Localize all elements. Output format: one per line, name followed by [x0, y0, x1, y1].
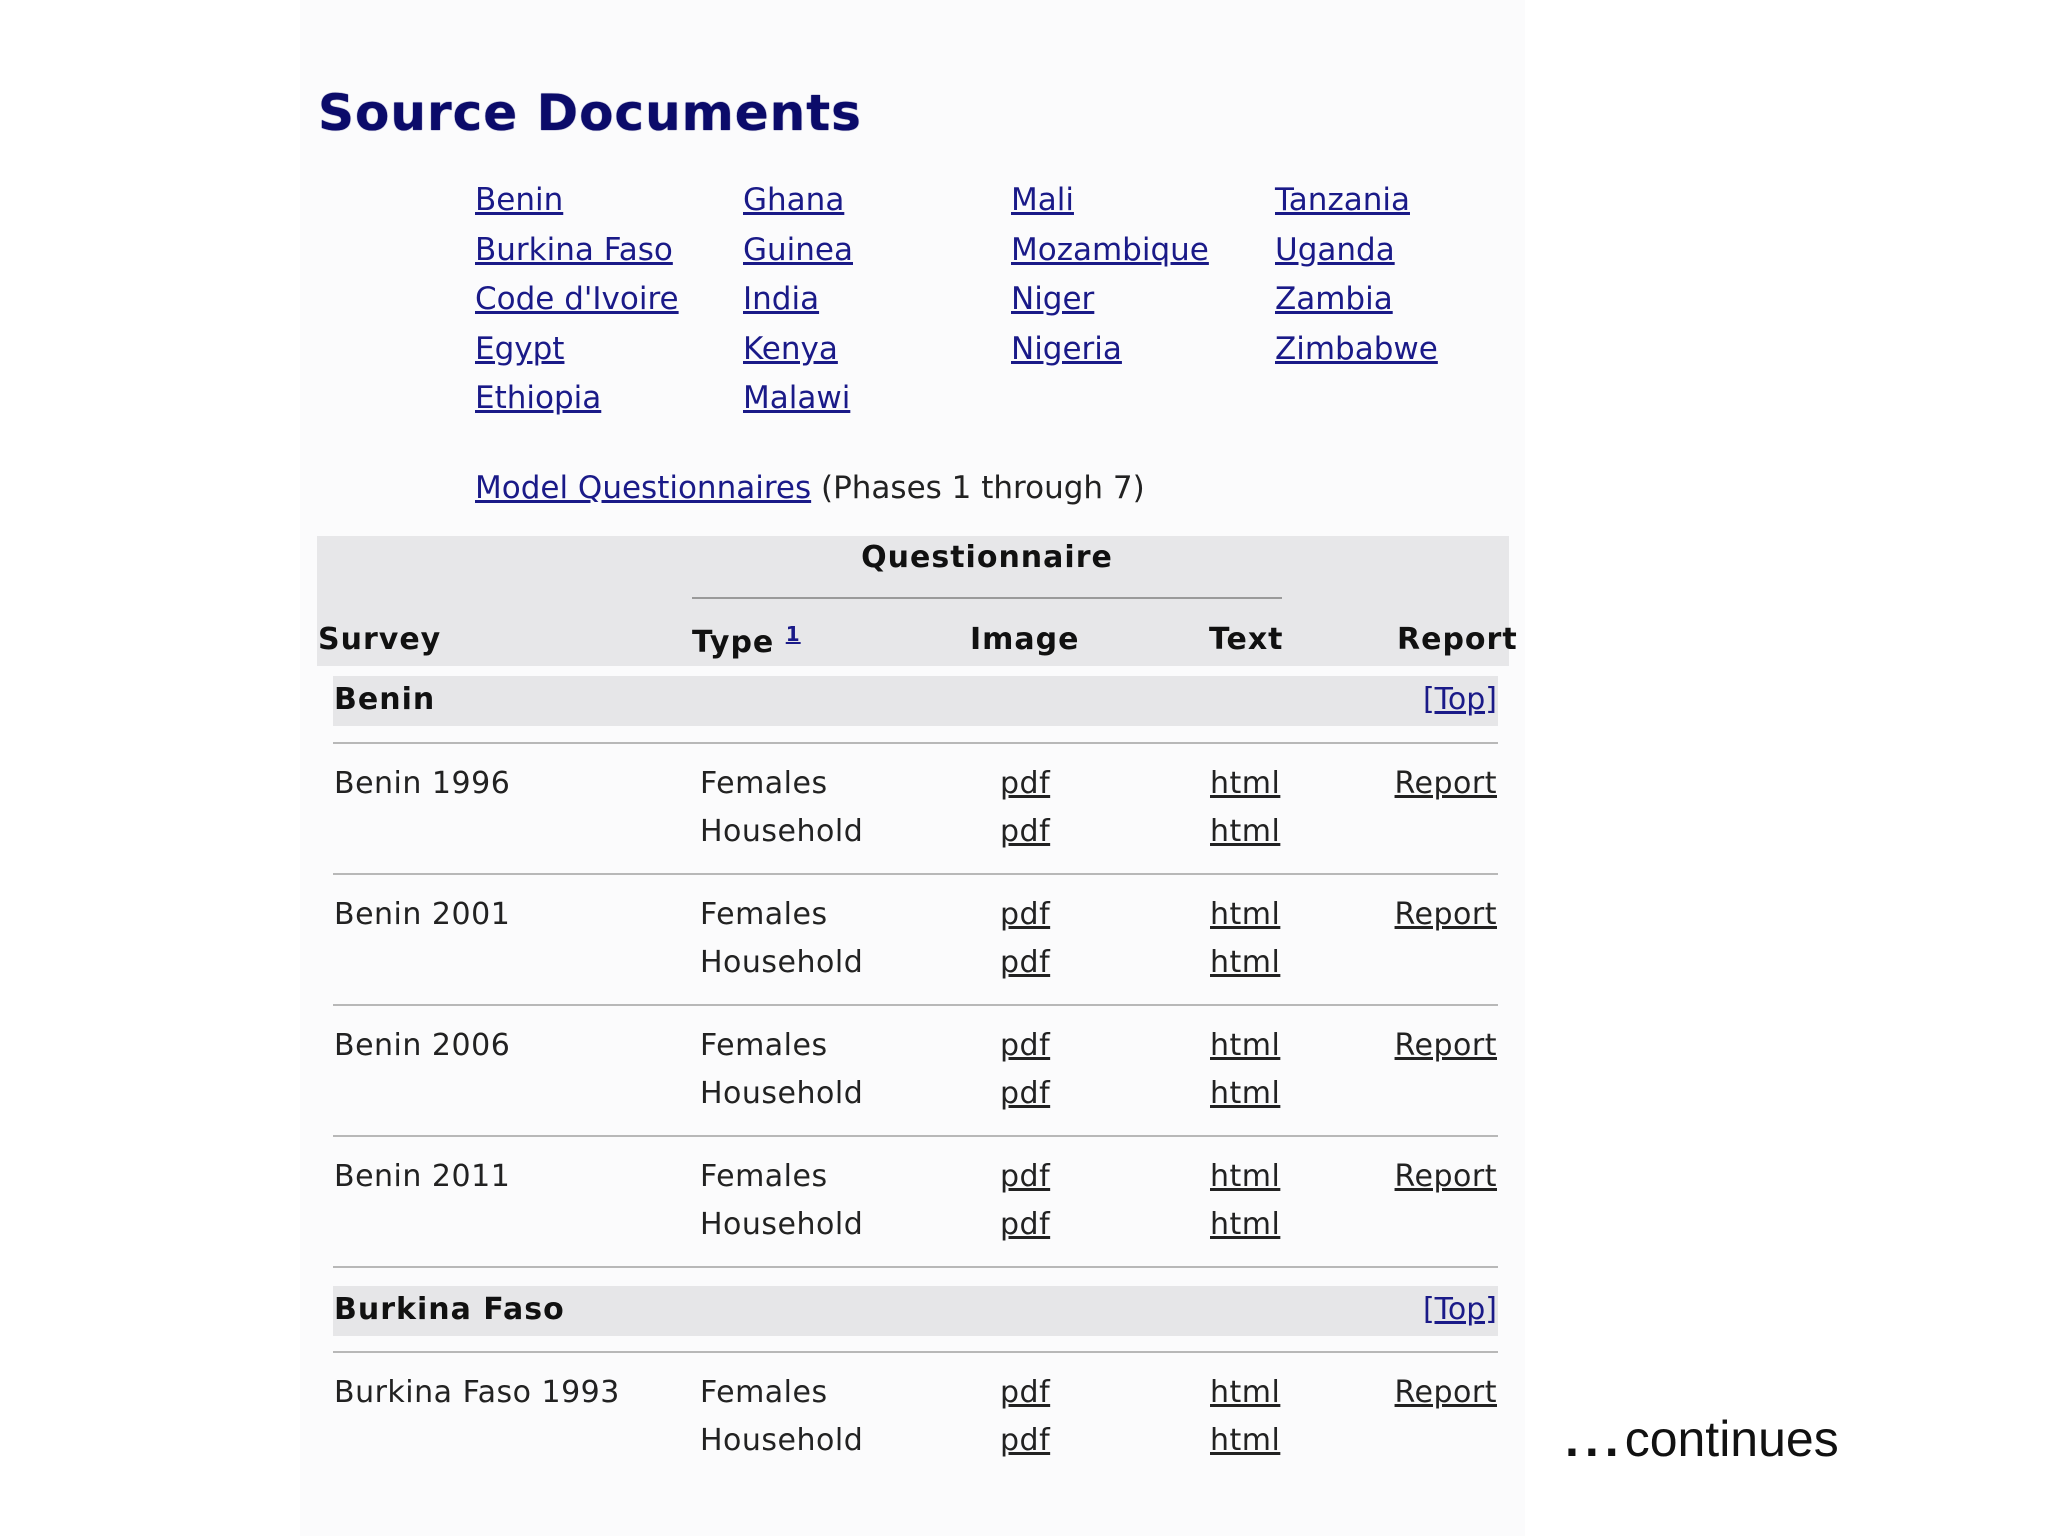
report-link[interactable]: Report	[1394, 897, 1497, 932]
top-link[interactable]: [Top]	[1422, 682, 1497, 717]
group-name: Benin	[334, 682, 436, 717]
image-pdf-link[interactable]: pdf	[1000, 1375, 1051, 1410]
top-link[interactable]: [Top]	[1422, 1292, 1497, 1327]
country-link-ethiopia[interactable]: Ethiopia	[475, 380, 602, 417]
column-header-report: Report	[1397, 622, 1518, 657]
questionnaire-type: Household	[700, 1423, 864, 1458]
continues-dots: ...	[1565, 1411, 1625, 1467]
group-name: Burkina Faso	[334, 1292, 565, 1327]
row-divider	[333, 873, 1498, 875]
country-link-egypt[interactable]: Egypt	[475, 330, 565, 367]
survey-name: Benin 1996	[334, 766, 511, 801]
column-header-type-label: Type	[692, 625, 775, 660]
text-html-link[interactable]: html	[1210, 1159, 1281, 1194]
row-divider	[333, 1351, 1498, 1353]
row-divider	[333, 1004, 1498, 1006]
report-link[interactable]: Report	[1394, 1028, 1497, 1063]
image-pdf-link[interactable]: pdf	[1000, 1159, 1051, 1194]
country-index	[475, 176, 1495, 424]
row-divider	[333, 1266, 1498, 1268]
country-link-uganda[interactable]: Uganda	[1275, 231, 1395, 268]
questionnaire-type: Household	[700, 1207, 864, 1242]
questionnaire-type: Females	[700, 1028, 828, 1063]
country-link-burkina-faso[interactable]: Burkina Faso	[475, 231, 673, 268]
country-link-kenya[interactable]: Kenya	[743, 330, 838, 367]
survey-name: Benin 2011	[334, 1159, 511, 1194]
country-link-benin[interactable]: Benin	[475, 182, 564, 218]
country-empty-cell	[1011, 374, 1275, 424]
questionnaire-type: Household	[700, 1076, 864, 1111]
country-link-zimbabwe[interactable]: Zimbabwe	[1275, 330, 1438, 367]
row-divider	[333, 1135, 1498, 1137]
text-html-link[interactable]: html	[1210, 945, 1281, 980]
country-link-mozambique[interactable]: Mozambique	[1011, 231, 1209, 268]
image-pdf-link[interactable]: pdf	[1000, 1076, 1051, 1111]
country-empty-cell	[1275, 374, 1495, 424]
country-link-niger[interactable]: Niger	[1011, 281, 1095, 318]
questionnaire-group-header: Questionnaire	[861, 540, 1113, 575]
country-link-code-divoire[interactable]: Code d'Ivoire	[475, 281, 679, 318]
model-questionnaires-line	[475, 470, 1145, 506]
report-link[interactable]: Report	[1394, 766, 1497, 801]
group-row-benin	[333, 676, 1498, 726]
survey-name: Benin 2006	[334, 1028, 511, 1063]
questionnaire-type: Females	[700, 1159, 828, 1194]
report-link[interactable]: Report	[1394, 1375, 1497, 1410]
page-title: Source Documents	[318, 84, 862, 142]
text-html-link[interactable]: html	[1210, 1375, 1281, 1410]
country-link-malawi[interactable]: Malawi	[743, 380, 851, 417]
country-link-nigeria[interactable]: Nigeria	[1011, 330, 1122, 367]
column-header-type	[692, 622, 801, 660]
text-html-link[interactable]: html	[1210, 1028, 1281, 1063]
country-link-tanzania[interactable]: Tanzania	[1275, 182, 1410, 218]
image-pdf-link[interactable]: pdf	[1000, 766, 1051, 801]
column-header-image: Image	[970, 622, 1080, 657]
model-questionnaires-note: (Phases 1 through 7)	[821, 470, 1145, 506]
questionnaire-header-rule	[692, 597, 1282, 599]
questionnaire-type: Household	[700, 945, 864, 980]
continues-caption	[1565, 1410, 1839, 1468]
image-pdf-link[interactable]: pdf	[1000, 1423, 1051, 1458]
questionnaire-type: Females	[700, 897, 828, 932]
country-link-guinea[interactable]: Guinea	[743, 231, 853, 268]
image-pdf-link[interactable]: pdf	[1000, 1028, 1051, 1063]
type-footnote-link[interactable]: 1	[785, 622, 801, 646]
column-header-text: Text	[1209, 622, 1284, 657]
row-divider	[333, 742, 1498, 744]
report-link[interactable]: Report	[1394, 1159, 1497, 1194]
questionnaire-type: Females	[700, 1375, 828, 1410]
questionnaire-type: Household	[700, 814, 864, 849]
continues-label: continues	[1624, 1411, 1839, 1467]
text-html-link[interactable]: html	[1210, 1207, 1281, 1242]
image-pdf-link[interactable]: pdf	[1000, 945, 1051, 980]
text-html-link[interactable]: html	[1210, 766, 1281, 801]
country-link-mali[interactable]: Mali	[1011, 182, 1074, 218]
questionnaire-type: Females	[700, 766, 828, 801]
model-questionnaires-link[interactable]: Model Questionnaires	[475, 470, 812, 506]
country-link-ghana[interactable]: Ghana	[743, 182, 845, 218]
survey-name: Burkina Faso 1993	[334, 1375, 620, 1410]
image-pdf-link[interactable]: pdf	[1000, 814, 1051, 849]
image-pdf-link[interactable]: pdf	[1000, 1207, 1051, 1242]
text-html-link[interactable]: html	[1210, 1076, 1281, 1111]
text-html-link[interactable]: html	[1210, 1423, 1281, 1458]
column-header-survey: Survey	[318, 622, 442, 657]
survey-name: Benin 2001	[334, 897, 511, 932]
text-html-link[interactable]: html	[1210, 897, 1281, 932]
image-pdf-link[interactable]: pdf	[1000, 897, 1051, 932]
country-link-zambia[interactable]: Zambia	[1275, 281, 1393, 318]
country-link-india[interactable]: India	[743, 281, 820, 318]
text-html-link[interactable]: html	[1210, 814, 1281, 849]
